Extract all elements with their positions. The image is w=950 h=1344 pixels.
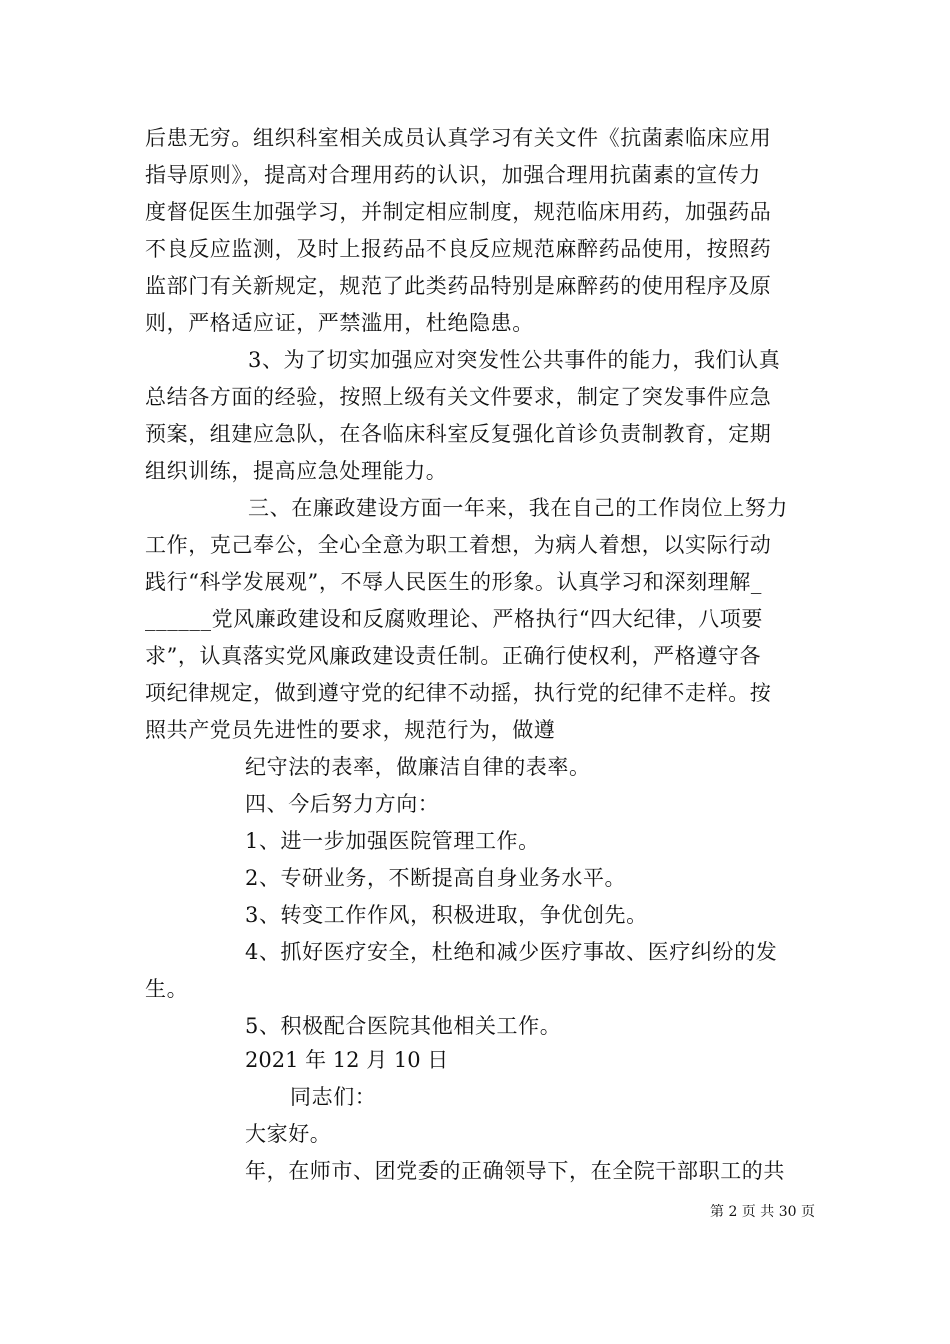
body-line-15: 求”，认真落实党风廉政建设责任制。正确行使权利，严格遵守各 — [145, 644, 762, 668]
body-line-13: 践行“科学发展观”，不辱人民医生的形象。认真学习和深刻理解_ — [145, 570, 762, 594]
body-line-6: 则，严格适应证，严禁滥用，杜绝隐患。 — [145, 311, 534, 335]
salutation: 同志们： — [290, 1085, 377, 1109]
body-line-7: 3、为了切实加强应对突发性公共事件的能力，我们认真 — [248, 348, 781, 372]
body-line-2: 指导原则》，提高对合理用药的认识，加强合理用抗菌素的宣传力 — [145, 163, 761, 187]
body-line-11: 三、在廉政建设方面一年来，我在自己的工作岗位上努力 — [248, 496, 788, 520]
date-line: 2021 年 12 月 10 日 — [245, 1048, 449, 1072]
list-item-4-continued: 生。 — [145, 977, 189, 1001]
body-line-8: 总结各方面的经验，按照上级有关文件要求，制定了突发事件应急 — [145, 385, 772, 409]
section-heading-future: 四、今后努力方向： — [245, 792, 440, 816]
page-number-footer: 第 2 页 共 30 页 — [710, 1204, 815, 1220]
body-line-10: 组织训练，提高应急处理能力。 — [145, 459, 448, 483]
body-line-4: 不良反应监测，及时上报药品不良反应规范麻醉药品使用，按照药 — [145, 237, 772, 261]
list-item-3: 3、转变工作作风，积极进取，争优创先。 — [245, 903, 648, 927]
body-line-17: 照共产党员先进性的要求，规范行为，做遵 — [145, 718, 556, 742]
greeting: 大家好。 — [245, 1122, 332, 1146]
body-line-3: 度督促医生加强学习，并制定相应制度，规范临床用药，加强药品 — [145, 200, 772, 224]
body-line-14: ______党风廉政建设和反腐败理论、严格执行“四大纪律，八项要 — [145, 607, 763, 631]
body-line-last: 年，在师市、团党委的正确领导下，在全院干部职工的共 — [245, 1159, 785, 1183]
body-line-16: 项纪律规定，做到遵守党的纪律不动摇，执行党的纪律不走样。按 — [145, 681, 772, 705]
list-item-1: 1、进一步加强医院管理工作。 — [245, 829, 540, 853]
list-item-5: 5、积极配合医院其他相关工作。 — [245, 1014, 562, 1038]
body-line-18: 纪守法的表率，做廉洁自律的表率。 — [245, 755, 591, 779]
list-item-2: 2、专研业务，不断提高自身业务水平。 — [245, 866, 627, 890]
body-line-9: 预案，组建应急队，在各临床科室反复强化首诊负责制教育，定期 — [145, 422, 772, 446]
body-line-5: 监部门有关新规定，规范了此类药品特别是麻醉药的使用程序及原 — [145, 274, 772, 298]
list-item-4: 4、抓好医疗安全，杜绝和减少医疗事故、医疗纠纷的发 — [245, 940, 778, 964]
body-line-1: 后患无穷。组织科室相关成员认真学习有关文件《抗菌素临床应用 — [145, 126, 772, 150]
body-line-12: 工作，克己奉公，全心全意为职工着想，为病人着想，以实际行动 — [145, 533, 772, 557]
